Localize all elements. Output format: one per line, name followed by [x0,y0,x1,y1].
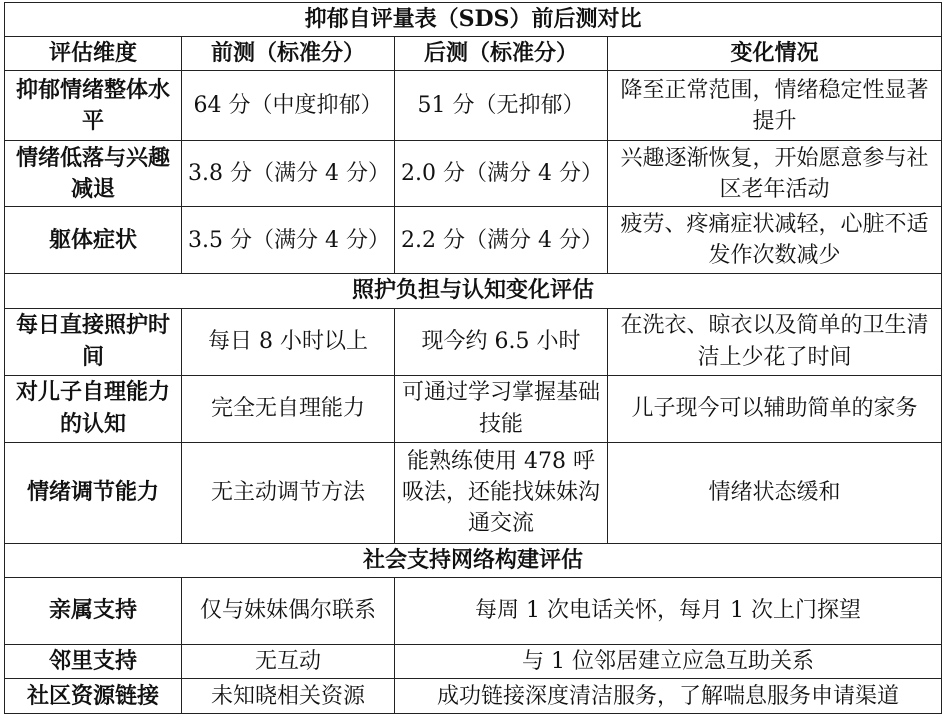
row-label: 对儿子自理能力的认知 [5,375,182,442]
section-title-support: 社会支持网络构建评估 [5,543,942,577]
row-label: 每日直接照护时间 [5,308,182,375]
pre-value: 完全无自理能力 [182,375,395,442]
row-label: 情绪低落与兴趣减退 [5,141,182,207]
table-row [5,71,942,141]
row-label: 邻里支持 [5,644,182,678]
row-label: 亲属支持 [5,577,182,644]
post-value: 现今约 6.5 小时 [395,308,608,375]
header-post-test: 后测（标准分） [395,37,608,71]
header-change: 变化情况 [608,37,942,71]
table-row [5,308,942,375]
header-row [5,37,942,71]
pre-value: 64 分（中度抑郁） [182,71,395,141]
change-value: 降至正常范围，情绪稳定性显著提升 [608,71,942,141]
change-value: 疲劳、疼痛症状减轻，心脏不适发作次数减少 [608,207,942,274]
pre-value: 3.8 分（满分 4 分） [182,141,395,207]
table-row [5,442,942,543]
post-value: 2.0 分（满分 4 分） [395,141,608,207]
pre-value: 未知晓相关资源 [182,679,395,714]
section-row [5,274,942,308]
section-title-care: 照护负担与认知变化评估 [5,274,942,308]
header-pre-test: 前测（标准分） [182,37,395,71]
section-row [5,543,942,577]
post-value: 可通过学习掌握基础技能 [395,375,608,442]
pre-value: 无互动 [182,644,395,678]
table-row [5,375,942,442]
header-dimension: 评估维度 [5,37,182,71]
table-row [5,207,942,274]
row-label: 社区资源链接 [5,679,182,714]
table-row [5,577,942,644]
pre-value: 仅与妹妹偶尔联系 [182,577,395,644]
table-row [5,644,942,678]
pre-value: 每日 8 小时以上 [182,308,395,375]
table-row [5,679,942,714]
after-value: 每周 1 次电话关怀，每月 1 次上门探望 [395,577,942,644]
change-value: 兴趣逐渐恢复，开始愿意参与社区老年活动 [608,141,942,207]
row-label: 情绪调节能力 [5,442,182,543]
post-value: 能熟练使用 478 呼吸法，还能找妹妹沟通交流 [395,442,608,543]
assessment-table [4,2,942,714]
change-value: 情绪状态缓和 [608,442,942,543]
post-value: 51 分（无抑郁） [395,71,608,141]
table-row [5,141,942,207]
post-value: 2.2 分（满分 4 分） [395,207,608,274]
pre-value: 无主动调节方法 [182,442,395,543]
table-title: 抑郁自评量表（SDS）前后测对比 [5,3,942,37]
after-value: 与 1 位邻居建立应急互助关系 [395,644,942,678]
row-label: 躯体症状 [5,207,182,274]
after-value: 成功链接深度清洁服务，了解喘息服务申请渠道 [395,679,942,714]
change-value: 在洗衣、晾衣以及简单的卫生清洁上少花了时间 [608,308,942,375]
row-label: 抑郁情绪整体水平 [5,71,182,141]
change-value: 儿子现今可以辅助简单的家务 [608,375,942,442]
pre-value: 3.5 分（满分 4 分） [182,207,395,274]
title-row [5,3,942,37]
